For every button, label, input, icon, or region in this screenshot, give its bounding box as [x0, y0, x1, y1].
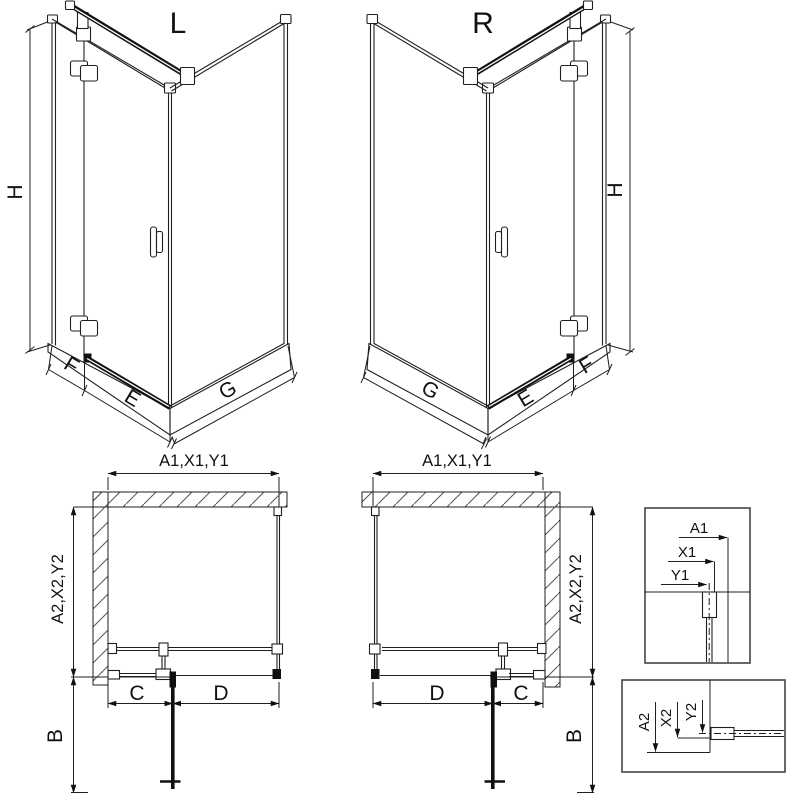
bar-clamp-right: [464, 68, 478, 85]
detail-box-depth: [622, 680, 785, 772]
hinge-top-right: [561, 61, 588, 81]
detail-label-a2: A2: [636, 712, 653, 732]
dim-label-c: C: [513, 682, 529, 705]
dim-label-d: D: [213, 682, 229, 705]
dim-label-b: B: [563, 728, 586, 744]
corner-post-left: [165, 83, 176, 408]
dim-label-d: D: [429, 682, 445, 705]
dim-label-e: E: [513, 384, 538, 412]
wall-top-right-plan: [362, 492, 560, 507]
hinge-bottom-right: [561, 316, 588, 336]
dim-label-c: C: [129, 682, 145, 705]
hinge-bottom-left: [71, 316, 98, 336]
dim-height-right: [604, 21, 635, 356]
door-panel-left: [48, 15, 171, 357]
hinge-top-bracket: [568, 27, 582, 41]
dim-entry-left: [44, 677, 88, 793]
door-panel-right: [488, 15, 611, 357]
dim-label-f: F: [59, 352, 83, 379]
dim-label-f: F: [575, 352, 599, 379]
door-handle-left: [151, 227, 163, 257]
dim-label-a2x2y2: A2,X2,Y2: [567, 554, 585, 624]
open-door-plan-left: [160, 679, 181, 789]
dim-label-a1x1y1: A1,X1,Y1: [159, 452, 229, 470]
dim-height-left: [4, 21, 50, 354]
detail-label-y1: Y1: [670, 567, 690, 584]
hinge-top-left: [71, 61, 98, 81]
wall-top-left-plan: [93, 492, 287, 507]
dim-label-g: G: [417, 376, 443, 405]
detail-label-x2: X2: [658, 708, 675, 728]
side-panel-plan-left: [272, 507, 283, 679]
wall-side-left-plan: [93, 492, 108, 685]
dim-label-g: G: [215, 376, 241, 405]
detail-label-a1: A1: [689, 520, 709, 537]
dim-label-h: H: [4, 184, 27, 200]
dim-label-a2x2y2: A2,X2,Y2: [49, 554, 67, 624]
plan-view-left: [44, 452, 287, 793]
dim-entry-right: [563, 677, 594, 793]
bar-clamp-left: [181, 68, 195, 85]
dim-label-e: E: [120, 384, 145, 412]
plan-view-right: [362, 452, 594, 793]
wall-side-right-plan: [545, 492, 560, 687]
dim-depth-left: [49, 507, 93, 677]
detail-box-width: [645, 508, 750, 663]
variant-label-right: R: [472, 7, 494, 40]
dim-depth-right: [560, 507, 593, 677]
detail-label-y2: Y2: [683, 702, 700, 722]
detail-label-x1: X1: [677, 544, 697, 561]
hinge-top-bracket: [77, 27, 91, 41]
dim-label-h: H: [604, 182, 627, 198]
dim-label-b: B: [44, 728, 67, 744]
door-wall-plan-right: [380, 671, 594, 688]
open-door-plan-right: [485, 679, 506, 789]
dim-dc-right: [373, 682, 543, 708]
iso-view-left: [4, 1, 297, 449]
side-panel-plan-right: [370, 507, 381, 679]
dim-cd-left: [108, 682, 279, 708]
variant-label-left: L: [169, 7, 187, 40]
iso-view-right: [361, 1, 635, 449]
corner-post-right: [483, 83, 494, 408]
dim-label-a1x1y1: A1,X1,Y1: [422, 452, 492, 470]
door-handle-right: [496, 227, 508, 257]
